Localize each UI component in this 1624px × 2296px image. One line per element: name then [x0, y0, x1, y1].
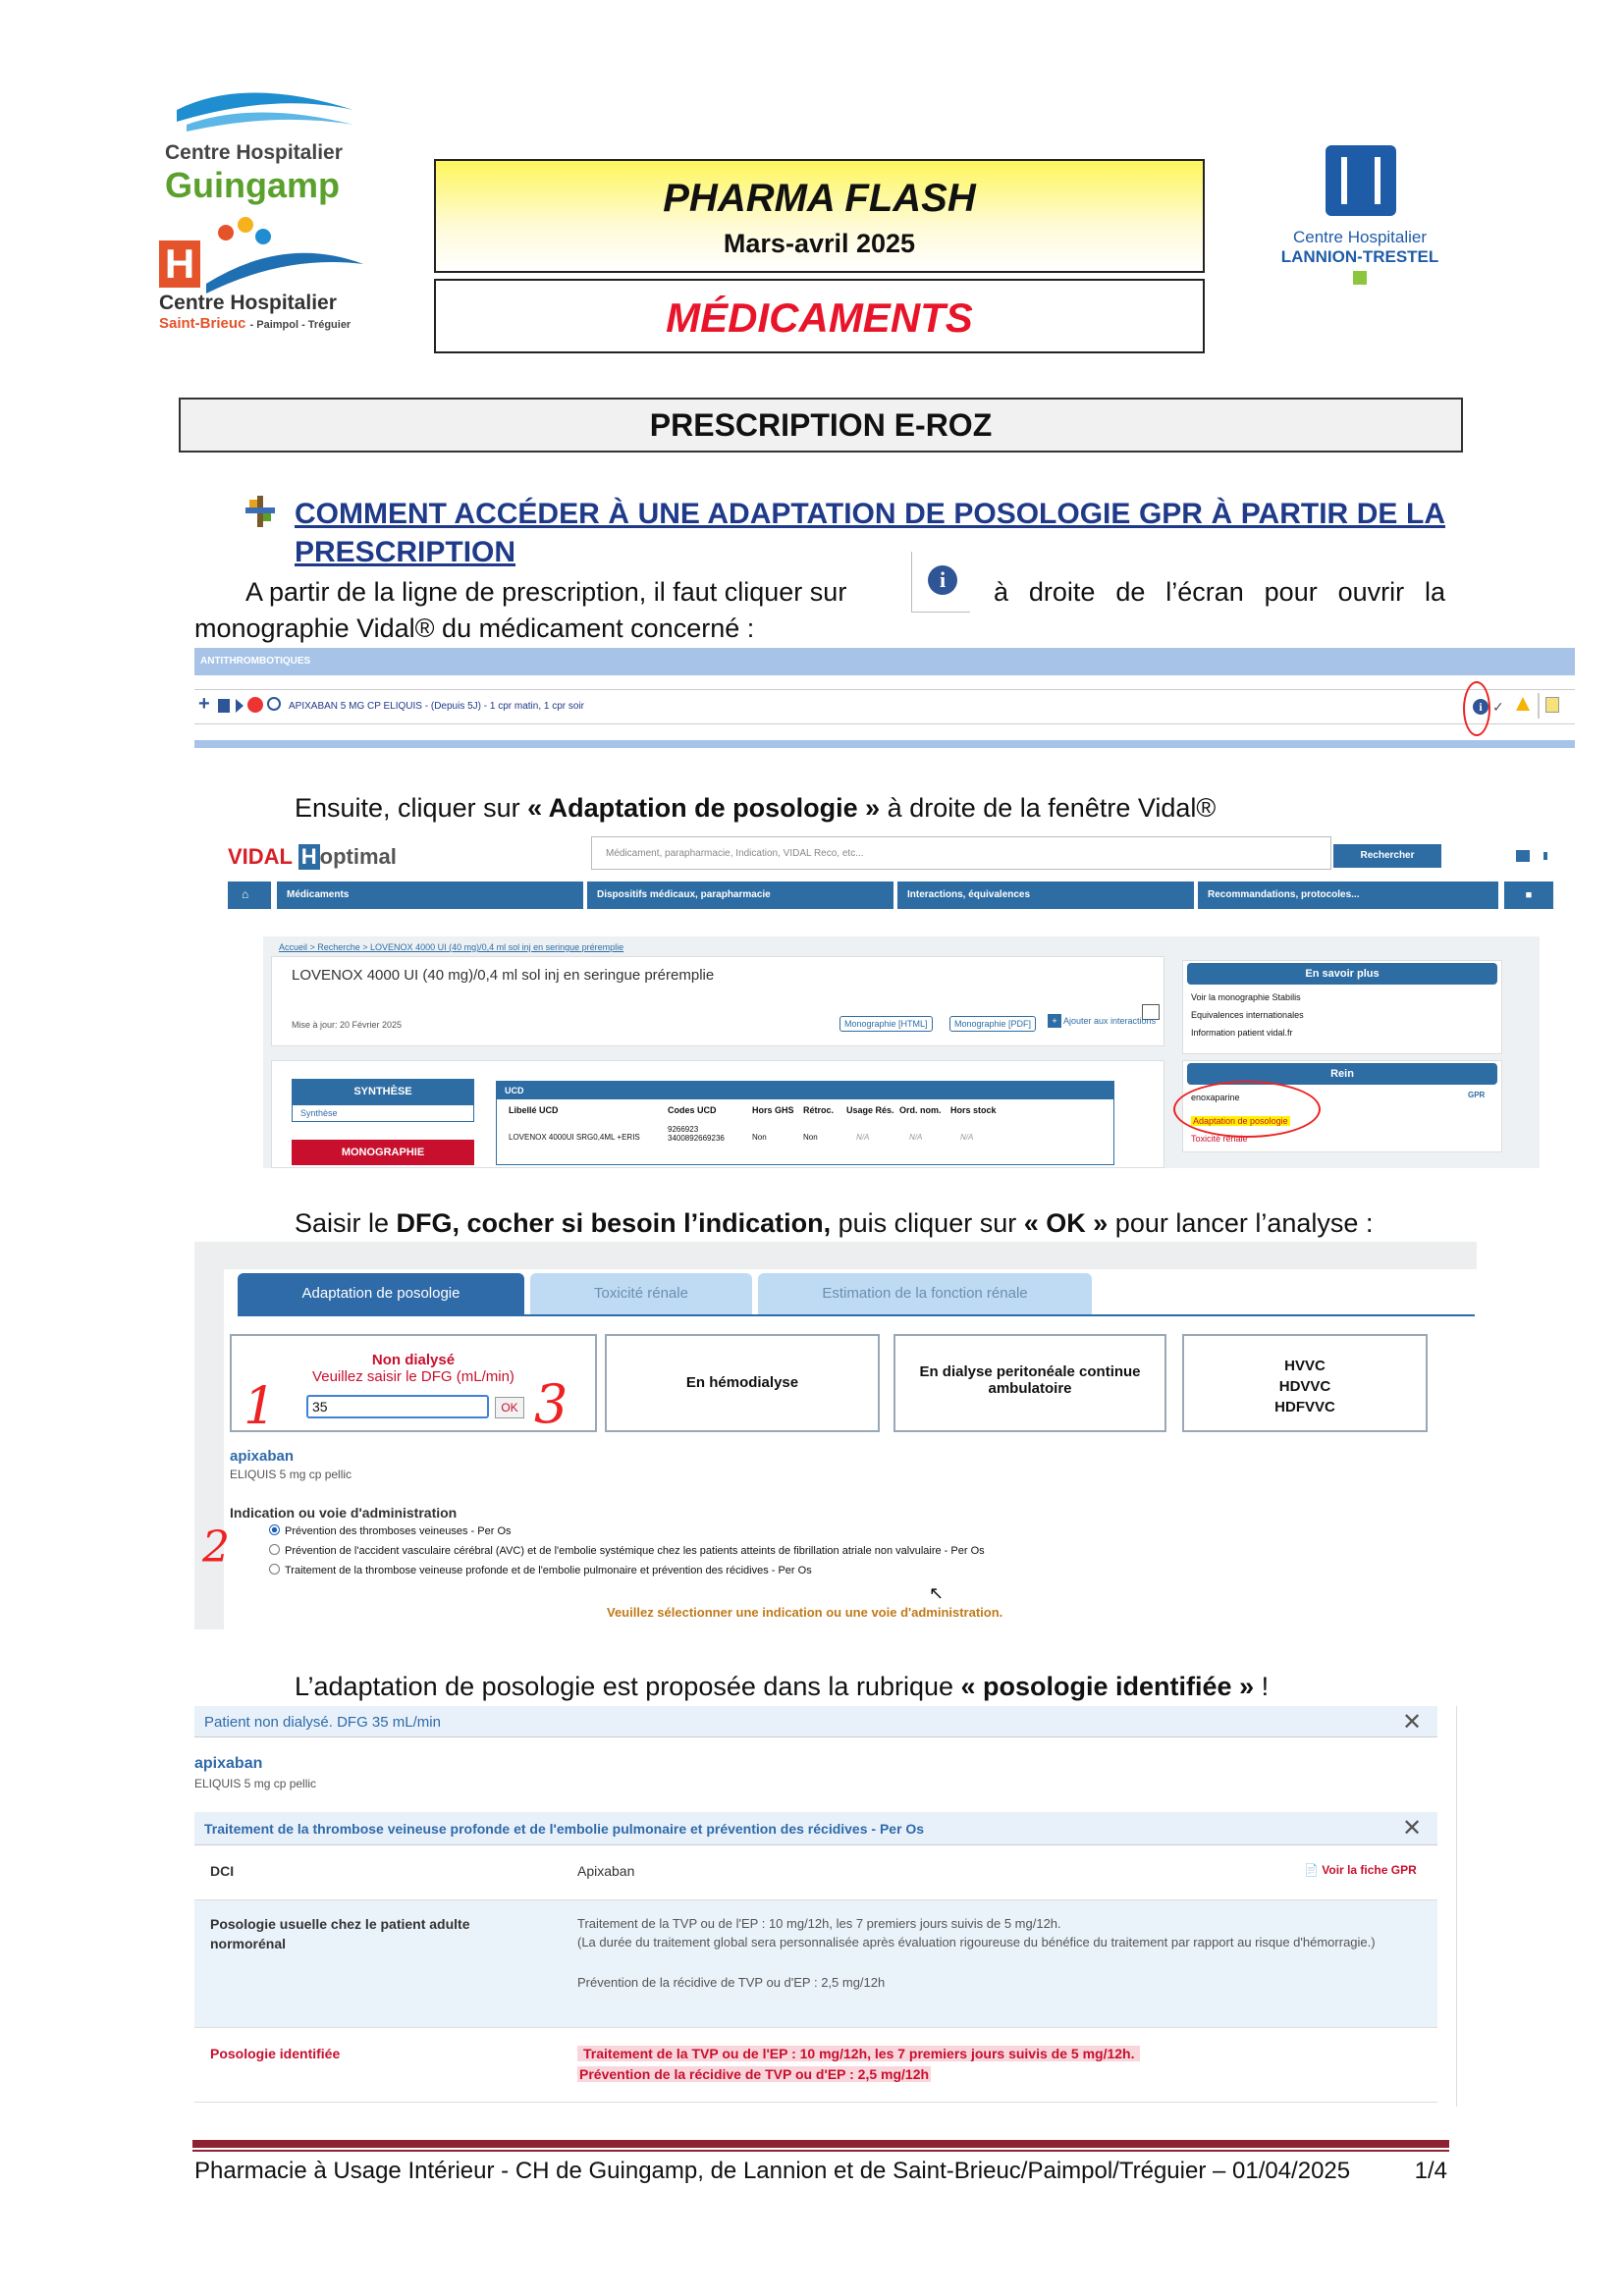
savoir-plus-title: En savoir plus — [1187, 963, 1497, 985]
nav-interactions[interactable]: Interactions, équivalences — [897, 881, 1194, 909]
option-1[interactable] — [269, 1524, 512, 1537]
bullet-icon — [245, 496, 275, 527]
ident-line1: Traitement de la TVP ou de l'EP : 10 mg/12h, les 7 premiers jours suivis de 5 mg/12h. — [577, 2046, 1140, 2061]
tab-toxicite[interactable]: Toxicité rénale — [530, 1273, 752, 1314]
indication-title: Indication ou voie d'administration — [230, 1505, 458, 1521]
fiche-label: Voir la fiche GPR — [1322, 1863, 1417, 1877]
ucd-stock: N/A — [960, 1133, 974, 1142]
vidal-screenshot — [228, 832, 1557, 1168]
step2-text — [295, 790, 1216, 826]
annotation-3: 3 — [534, 1373, 568, 1435]
annotation-1: 1 — [244, 1377, 277, 1436]
usual-line1: Traitement de la TVP ou de l'EP : 10 mg/12h, les 7 premiers jours suivis de 5 mg/12h. — [577, 1916, 1061, 1931]
voir-fiche-gpr-link[interactable]: 📄 Voir la fiche GPR — [1304, 1863, 1417, 1877]
close-icon[interactable]: ✕ — [1402, 1815, 1423, 1842]
hemodialyse-box[interactable]: En hémodialyse — [605, 1334, 880, 1432]
add-interaction-label: Ajouter aux interactions — [1063, 1016, 1157, 1026]
ucd-table — [496, 1081, 1114, 1165]
prescription-line[interactable]: APIXABAN 5 MG CP ELIQUIS - (Depuis 5J) - 1 cpr matin, 1 cpr soir — [289, 701, 585, 712]
cursor-icon: ↖ — [929, 1583, 945, 1603]
annotation-circle — [1173, 1081, 1321, 1138]
ucd-h-retroc: Rétroc. — [803, 1105, 835, 1115]
dci-label: DCI — [210, 1863, 235, 1879]
logo-lannion — [1267, 137, 1453, 294]
adaptation-posologie-link[interactable]: Adaptation de posologie — [1193, 1116, 1288, 1126]
ok-button[interactable]: OK — [495, 1397, 524, 1418]
newsletter-title: PHARMA FLASH — [663, 177, 976, 220]
footer — [194, 2158, 1447, 2185]
step4-pre: L’adaptation de posologie est proposée dans la rubrique — [295, 1672, 954, 1701]
dci-value: Apixaban — [577, 1863, 635, 1879]
toxicite-renale-link[interactable]: Toxicité rénale — [1191, 1134, 1248, 1144]
drug-sub: ELIQUIS 5 mg cp pellic — [230, 1468, 352, 1481]
usual-line3: Prévention de la récidive de TVP ou d'EP : 2,5 mg/12h — [577, 1975, 886, 1990]
play-icon[interactable] — [236, 699, 244, 713]
footer-text: Pharmacie à Usage Intérieur - CH de Guingamp, de Lannion et de Saint-Brieuc/Paimpol/Tréguier – 01/04/2025 — [194, 2158, 1351, 2184]
nav-medicaments[interactable]: Médicaments — [277, 881, 583, 909]
ucd-title: UCD — [497, 1082, 1113, 1099]
nav-recommandations[interactable]: Recommandations, protocoles... — [1198, 881, 1498, 909]
vidal-brand: VIDAL H optimal — [228, 844, 397, 869]
rein-panel — [1182, 1060, 1502, 1152]
result-indication: Traitement de la thrombose veineuse profonde et de l'embolie pulmonaire et prévention des récidives - Per Os — [204, 1821, 925, 1837]
vidal-brand2: optimal — [319, 844, 397, 869]
vidal-search-button[interactable]: Rechercher — [1333, 844, 1441, 868]
step2-post: à droite de la fenêtre Vidal® — [887, 793, 1217, 823]
vidal-brand1: VIDAL — [228, 844, 293, 869]
non-dialyse-label: Non dialysé — [371, 1352, 456, 1368]
product-name: LOVENOX 4000 UI (40 mg)/0,4 ml sol inj en seringue préremplie — [292, 967, 715, 984]
ident-line2: Prévention de la récidive de TVP ou d'EP : 2,5 mg/12h — [579, 2066, 930, 2082]
ucd-ord: N/A — [909, 1133, 923, 1142]
footer-rule — [192, 2140, 1449, 2148]
prescription-screenshot — [194, 648, 1575, 748]
rein-drug: enoxaparine — [1191, 1093, 1240, 1102]
note-icon[interactable] — [1545, 697, 1559, 713]
ucd-h-ghs: Hors GHS — [752, 1105, 794, 1115]
ucd-h-usage: Usage Rés. — [846, 1105, 894, 1115]
step2-bold: « Adaptation de posologie » — [527, 793, 881, 823]
logo-sb-line1: Centre Hospitalier — [159, 292, 337, 314]
option-2-label: Prévention de l'accident vasculaire cérébral (AVC) et de l'embolie systémique chez les patients atteints de fibrillation atriale non valvulaire - Per Os — [285, 1545, 985, 1557]
indication-warning: Veuillez sélectionner une indication ou une voie d'administration. — [607, 1605, 1003, 1620]
step2-pre: Ensuite, cliquer sur — [295, 793, 520, 823]
synthese-tab[interactable]: SYNTHÈSE — [292, 1079, 474, 1104]
option-2[interactable] — [269, 1544, 985, 1557]
ucd-libelle: LOVENOX 4000UI SRG0,4ML +ERIS — [509, 1133, 640, 1142]
savoir-plus-panel — [1182, 960, 1502, 1054]
category-title: MÉDICAMENTS — [666, 294, 973, 341]
step4-bold: « posologie identifiée » — [960, 1672, 1255, 1701]
heading-line2: PRESCRIPTION — [295, 536, 516, 568]
prescription-group: ANTITHROMBOTIQUES — [200, 656, 311, 667]
mono-pdf-button[interactable]: Monographie [PDF] — [949, 1016, 1036, 1032]
annotation-2: 2 — [202, 1522, 230, 1573]
footer-rule-thin — [192, 2150, 1449, 2152]
hvvc-label: HVVC — [1284, 1358, 1326, 1374]
refresh-icon[interactable] — [267, 697, 281, 711]
logo-guingamp-line2: Guingamp — [165, 165, 340, 205]
hvvc-box[interactable] — [1182, 1334, 1428, 1432]
annotation-circle — [1463, 681, 1490, 736]
logo-lt-line2: LANNION-TRESTEL — [1280, 247, 1439, 266]
step3-bold2: « OK » — [1023, 1208, 1109, 1238]
vidal-grid-icon[interactable] — [1516, 850, 1530, 862]
option-1-label: Prévention des thromboses veineuses - Per Os — [285, 1525, 512, 1537]
close-icon[interactable]: ✕ — [1402, 1709, 1423, 1735]
ucd-h-libelle: Libellé UCD — [509, 1105, 559, 1115]
vidal-search-placeholder: Médicament, parapharmacie, Indication, VIDAL Reco, etc... — [606, 848, 864, 859]
result-screenshot — [194, 1706, 1457, 2107]
intro-part3: monographie Vidal® du médicament concerné : — [194, 614, 755, 643]
section-title: PRESCRIPTION E-ROZ — [179, 398, 1463, 453]
radio-icon[interactable] — [269, 1564, 280, 1575]
usual-text — [577, 1914, 1422, 1992]
step3-pre: Saisir le — [295, 1208, 390, 1238]
ucd-ghs: Non — [752, 1133, 767, 1142]
logo-guingamp-line1: Centre Hospitalier — [165, 141, 343, 164]
info-icon: i — [928, 565, 957, 595]
intro-part2: à droite de l’écran pour ouvrir la — [994, 577, 1445, 607]
add-icon[interactable]: + — [198, 693, 210, 715]
hdfvvc-label: HDFVVC — [1274, 1399, 1335, 1415]
dfg-prompt: Veuillez saisir le DFG (mL/min) — [312, 1368, 514, 1385]
hdvvc-label: HDVVC — [1278, 1378, 1331, 1395]
heading-line1: COMMENT ACCÉDER À UNE ADAPTATION DE POSOLOGIE GPR À PARTIR DE LA — [295, 498, 1445, 530]
logo-saint-brieuc: H Centre Hospitalier Saint-Brieuc - Paimpol - Tréguier — [157, 211, 368, 339]
gpr-icon[interactable]: GPR — [1468, 1091, 1486, 1099]
usual-line2: (La durée du traitement global sera personnalisée après évaluation rigoureuse du bénéfice du traitement par rapport au risque d'hémorragie.) — [577, 1935, 1376, 1949]
ucd-h-codes: Codes UCD — [668, 1105, 717, 1115]
home-icon[interactable]: ⌂ — [228, 881, 271, 909]
ucd-codes: 9266923 3400892669236 — [668, 1125, 725, 1143]
result-drug: apixaban — [194, 1755, 263, 1772]
dialyse-peritoneale-box[interactable]: En dialyse peritonéale continue ambulatoire — [893, 1334, 1166, 1432]
step4-text — [295, 1669, 1269, 1704]
synthese-link[interactable]: Synthèse — [292, 1104, 474, 1122]
add-interaction-button[interactable]: + Ajouter aux interactions — [1048, 1014, 1156, 1028]
savoir-item-1[interactable]: Voir la monographie Stabilis — [1191, 992, 1301, 1002]
doc-icon[interactable] — [218, 699, 230, 713]
ucd-h-stock: Hors stock — [950, 1105, 997, 1115]
result-drug-sub: ELIQUIS 5 mg cp pellic — [194, 1777, 317, 1790]
step4-post: ! — [1261, 1672, 1270, 1701]
update-date: Mise à jour: 20 Février 2025 — [292, 1020, 403, 1030]
info-icon[interactable]: i — [1473, 699, 1489, 715]
step3-bold1: DFG, cocher si besoin l’indication, — [396, 1208, 832, 1238]
vidal-breadcrumb[interactable]: Accueil > Recherche > LOVENOX 4000 UI (40 mg)/0,4 ml sol inj en seringue préremplie — [279, 942, 624, 952]
logo-lt-line1: Centre Hospitalier — [1292, 228, 1428, 246]
savoir-item-3[interactable]: Information patient vidal.fr — [1191, 1028, 1293, 1038]
option-3[interactable] — [269, 1564, 812, 1576]
logo-sb-line2: Saint-Brieuc — [159, 315, 246, 332]
logo-sb-line3: - Paimpol - Tréguier — [249, 319, 352, 331]
option-3-label: Traitement de la thrombose veineuse profonde et de l'embolie pulmonaire et prévention des récidives - Per Os — [285, 1565, 812, 1576]
nav-more[interactable]: ■ — [1504, 881, 1553, 909]
step3-post: pour lancer l’analyse : — [1114, 1208, 1374, 1238]
tab-adaptation[interactable]: Adaptation de posologie — [238, 1273, 524, 1314]
pharma-flash-box — [434, 159, 1205, 273]
rein-title: Rein — [1187, 1063, 1497, 1085]
ucd-h-ord: Ord. nom. — [899, 1105, 942, 1115]
product-card — [271, 956, 1164, 1046]
ucd-usage: N/A — [856, 1133, 870, 1142]
intro-part1: A partir de la ligne de prescription, il faut cliquer sur — [245, 577, 847, 607]
monographie-tab[interactable]: MONOGRAPHIE — [292, 1140, 474, 1165]
info-button-illustration — [911, 552, 970, 613]
patient-status: Patient non dialysé. DFG 35 mL/min — [204, 1714, 441, 1731]
stop-icon[interactable] — [247, 697, 263, 713]
category-box — [434, 279, 1205, 353]
logo-guingamp — [157, 80, 368, 208]
step3-mid: puis cliquer sur — [838, 1208, 1017, 1238]
drug-name: apixaban — [230, 1448, 295, 1465]
usual-label: Posologie usuelle chez le patient adulte normorénal — [210, 1916, 470, 1951]
dfg-input[interactable]: 35 — [306, 1395, 489, 1418]
ident-text — [577, 2044, 1140, 2085]
tab-estimation[interactable]: Estimation de la fonction rénale — [758, 1273, 1092, 1314]
ucd-card — [271, 1060, 1164, 1168]
warning-icon[interactable] — [1516, 697, 1530, 711]
mono-html-button[interactable]: Monographie [HTML] — [839, 1016, 933, 1032]
step3-text — [295, 1205, 1373, 1241]
ident-label: Posologie identifiée — [210, 2046, 341, 2061]
gpr-form-screenshot — [194, 1242, 1477, 1629]
savoir-item-2[interactable]: Equivalences internationales — [1191, 1010, 1304, 1020]
check-icon: ✓ — [1492, 699, 1504, 715]
nav-dispositifs[interactable]: Dispositifs médicaux, parapharmacie — [587, 881, 893, 909]
vidal-search-input[interactable] — [591, 836, 1331, 870]
newsletter-date: Mars-avril 2025 — [723, 229, 916, 258]
radio-icon[interactable] — [269, 1524, 280, 1535]
page-number: 1/4 — [1414, 2158, 1447, 2184]
radio-icon[interactable] — [269, 1544, 280, 1555]
ucd-retroc: Non — [803, 1133, 818, 1142]
